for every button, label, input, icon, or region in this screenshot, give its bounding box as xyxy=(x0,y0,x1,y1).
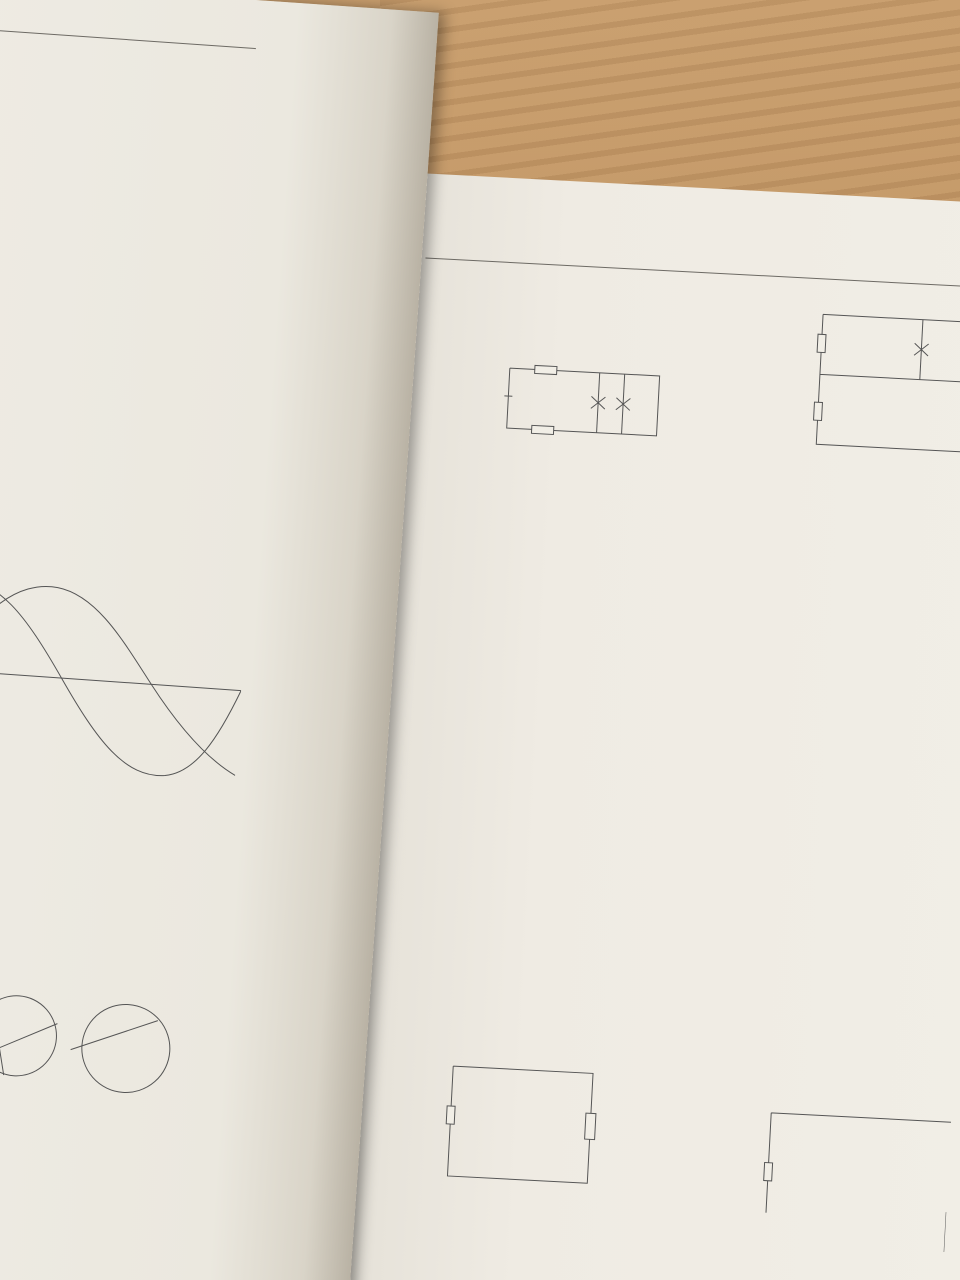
field-circle-2 xyxy=(0,993,59,1078)
figure-1-12-diagram xyxy=(406,273,960,476)
rotating-field-circles xyxy=(0,958,201,1119)
two-phase-waveform-plot xyxy=(0,571,248,831)
fig13-left-circuit xyxy=(443,1066,598,1184)
waveform-axis xyxy=(0,670,241,690)
figure-1-13-diagram xyxy=(385,1023,955,1252)
figure-1-12-number xyxy=(534,470,535,484)
field-vector-2 xyxy=(0,1009,8,1075)
figure-1-12-text xyxy=(543,470,544,484)
left-header-rule xyxy=(0,30,256,49)
field-circle-3 xyxy=(79,1002,173,1096)
wood-table-background xyxy=(380,0,960,200)
phase-a-wave xyxy=(0,580,247,781)
field-vector-1 xyxy=(0,1018,57,1063)
fig12a-circuit xyxy=(502,364,659,440)
fig12b-circuit xyxy=(812,314,960,456)
phase-b-wave xyxy=(0,580,247,775)
fig13-right-circuit xyxy=(760,1113,951,1252)
figure-1-12-caption xyxy=(534,470,544,485)
